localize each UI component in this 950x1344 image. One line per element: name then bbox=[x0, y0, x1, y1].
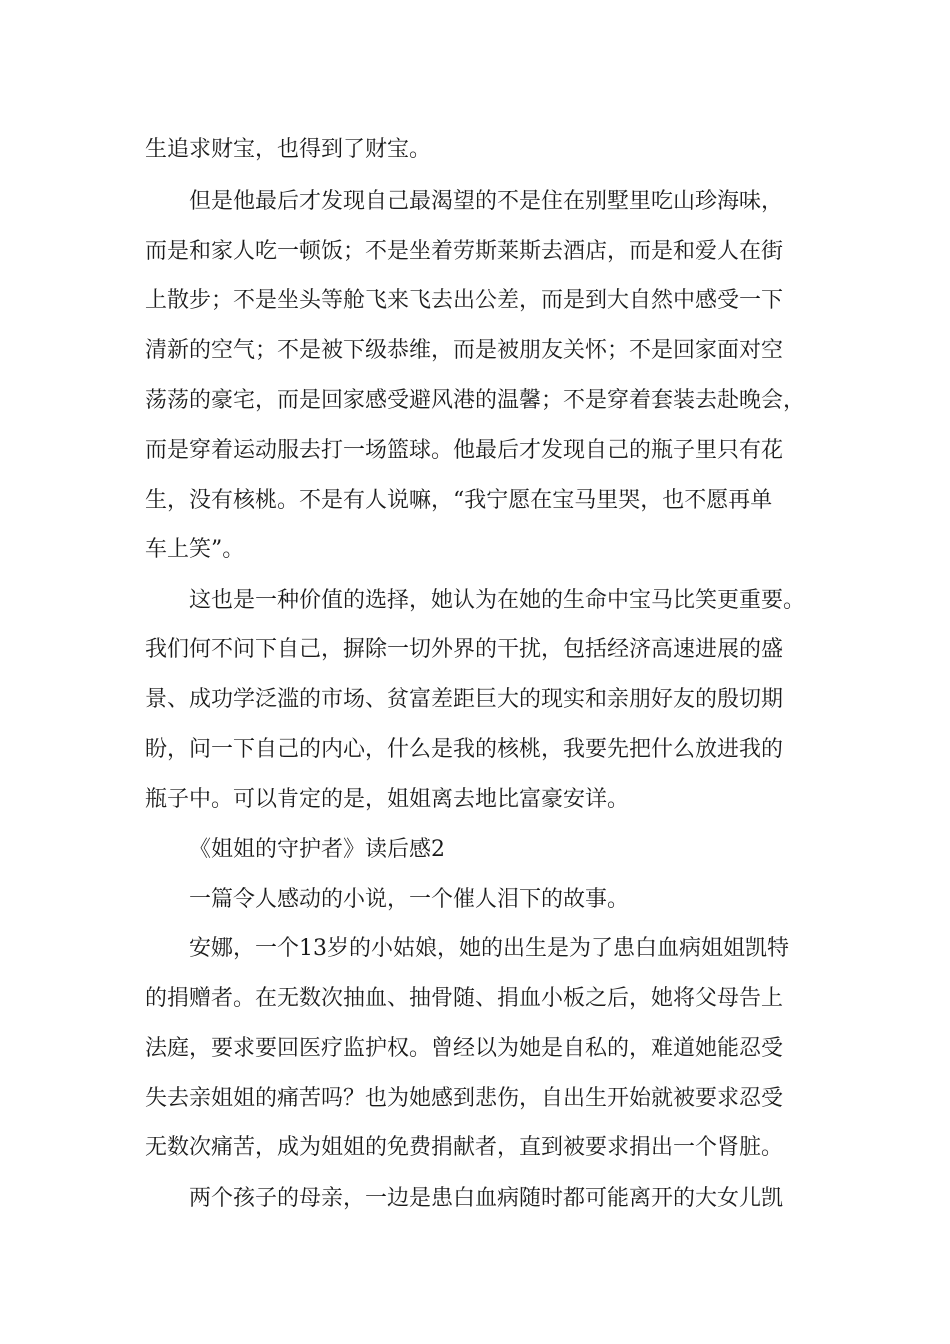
text-line: 生追求财宝，也得到了财宝。 bbox=[145, 137, 432, 162]
text-line: 失去亲姐姐的痛苦吗？也为她感到悲伤，自出生开始就被要求忍受 bbox=[145, 1086, 784, 1111]
paragraph-start-line: 但是他最后才发现自己最渴望的不是住在别墅里吃山珍海味， bbox=[189, 189, 784, 214]
paragraph-start-line: 一篇令人感动的小说，一个催人泪下的故事。 bbox=[189, 887, 630, 912]
paragraph-start-line: 这也是一种价值的选择，她认为在她的生命中宝马比笑更重要。 bbox=[189, 588, 806, 613]
text-line: 我们何不问下自己，摒除一切外界的干扰，包括经济高速进展的盛 bbox=[145, 637, 784, 662]
text-line: 上散步；不是坐头等舱飞来飞去出公差，而是到大自然中感受一下 bbox=[145, 288, 784, 313]
paragraph-start-line: 安娜，一个13岁的小姑娘，她的出生是为了患白血病姐姐凯特 bbox=[189, 936, 789, 961]
text-line: 的捐赠者。在无数次抽血、抽骨随、捐血小板之后，她将父母告上 bbox=[145, 986, 784, 1011]
text-line: 瓶子中。可以肯定的是，姐姐离去地比富豪安详。 bbox=[145, 787, 630, 812]
text-line: 无数次痛苦，成为姐姐的免费捐献者，直到被要求捐出一个肾脏。 bbox=[145, 1135, 784, 1160]
text-line: 盼，问一下自己的内心，什么是我的核桃，我要先把什么放进我的 bbox=[145, 737, 784, 762]
text-line: 法庭，要求要回医疗监护权。曾经以为她是自私的，难道她能忍受 bbox=[145, 1036, 784, 1061]
text-line: 清新的空气；不是被下级恭维，而是被朋友关怀；不是回家面对空 bbox=[145, 338, 784, 363]
text-line: 荡荡的豪宅，而是回家感受避风港的温馨；不是穿着套装去赴晚会， bbox=[145, 388, 806, 413]
text-line: 而是和家人吃一顿饭；不是坐着劳斯莱斯去酒店，而是和爱人在街 bbox=[145, 239, 784, 264]
text-line: 景、成功学泛滥的市场、贫富差距巨大的现实和亲朋好友的殷切期 bbox=[145, 687, 784, 712]
text-line: 而是穿着运动服去打一场篮球。他最后才发现自己的瓶子里只有花 bbox=[145, 438, 784, 463]
text-line: 车上笑”。 bbox=[145, 537, 245, 562]
paragraph-start-line: 两个孩子的母亲，一边是患白血病随时都可能离开的大女儿凯 bbox=[189, 1186, 784, 1211]
section-heading: 《姐姐的守护者》读后感2 bbox=[189, 837, 445, 862]
text-line: 生，没有核桃。不是有人说嘛，“我宁愿在宝马里哭，也不愿再单 bbox=[145, 488, 773, 513]
